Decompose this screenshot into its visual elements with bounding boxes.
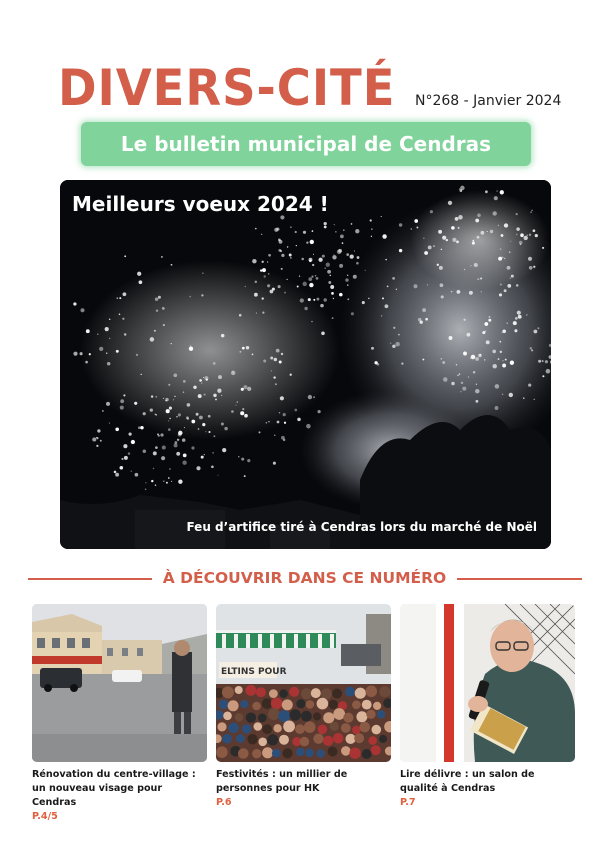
crowd-banner-text: ELTINS POUR — [221, 667, 287, 677]
masthead-title: DIVERS-CITÉ — [58, 59, 396, 117]
issue-number: N°268 - Janvier 2024 — [415, 93, 562, 109]
hero-photo — [60, 180, 551, 549]
article-card-lire-delivre[interactable] — [400, 604, 575, 809]
article-photo-lire-delivre — [400, 604, 575, 762]
fireworks-illustration — [60, 180, 551, 549]
section-rule-left — [28, 578, 152, 580]
article-page-festivites[interactable]: P.6 — [216, 797, 232, 808]
article-page-renovation[interactable]: P.4/5 — [32, 811, 58, 822]
article-caption-festivites: Festivités : un millier de personnes pour HK — [216, 769, 348, 794]
article-caption-renovation: Rénovation du centre-village : un nouveau visage pour Cendras — [32, 769, 196, 808]
subtitle-text: Le bulletin municipal de Cendras — [120, 132, 492, 156]
article-photo-renovation — [32, 604, 207, 762]
hero-caption: Feu d’artifice tiré à Cendras lors du marché de Noël — [186, 520, 537, 534]
article-page-lire-delivre[interactable]: P.7 — [400, 797, 416, 808]
section-title: À DÉCOUVRIR DANS CE NUMÉRO — [162, 569, 447, 587]
article-photo-festivites — [216, 604, 391, 762]
article-caption-lire-delivre: Lire délivre : un salon de qualité à Cendras — [400, 769, 535, 794]
section-rule-right — [457, 578, 582, 580]
hero-title: Meilleurs voeux 2024 ! — [72, 192, 329, 216]
article-card-renovation[interactable] — [32, 604, 207, 823]
subtitle-band — [81, 122, 531, 166]
article-card-festivites[interactable] — [216, 604, 391, 809]
